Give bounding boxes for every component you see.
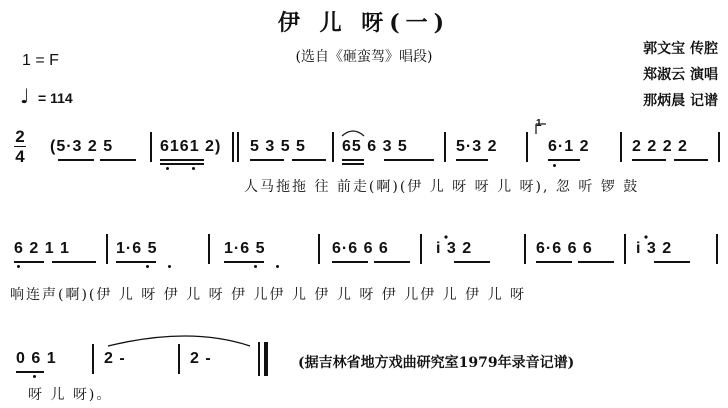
volta-marker: 1 xyxy=(536,118,542,129)
high-octave-dot xyxy=(444,235,447,238)
tempo-value: = 114 xyxy=(38,90,73,106)
song-subtitle: (选自《砸蛮驾》唱段) xyxy=(295,49,433,65)
high-octave-dot xyxy=(644,235,647,238)
row1-measure-6: 6·1 2 xyxy=(548,138,590,155)
row1-measure-5: 5·3 2 xyxy=(456,138,498,155)
row3-measure-3: 2 - xyxy=(190,350,212,367)
slur-arc xyxy=(342,131,364,136)
row1-measure-4: 65 6 3 5 xyxy=(342,138,408,155)
time-signature-bottom: 4 xyxy=(15,147,25,166)
row2-measure-2: 1·6 5 xyxy=(116,240,158,257)
row1-measure-3: 5 3 5 5 xyxy=(250,138,306,155)
row2-lyrics: 响连声(啊)(伊 儿 呀 伊 儿 呀 伊 儿伊 儿 伊 儿 呀 伊 儿伊 儿 伊 儿 呀 xyxy=(10,287,527,303)
credit-arranger: 郭文宝 传腔 xyxy=(643,41,718,57)
credit-singer: 郑淑云 演唱 xyxy=(643,67,718,83)
row1-measure-7: 2 2 2 2 xyxy=(632,138,688,155)
row2-measure-1: 6 2 1 1 xyxy=(14,240,70,257)
credit-transcriber: 那炳晨 记谱 xyxy=(643,93,718,109)
row1-measure-1: (5·3 2 5 xyxy=(50,138,114,155)
row2-measure-6: 6·6 6 6 xyxy=(536,240,593,257)
row1-lyrics: 人马拖拖 往 前走(啊)(伊 儿 呀 呀 儿 呀), 忽 听 锣 鼓 xyxy=(244,179,640,195)
time-signature-top: 2 xyxy=(15,127,25,146)
row2-measure-5: i 3 2 xyxy=(436,240,473,257)
row3-measure-1: 0 6 1 xyxy=(16,350,57,367)
tie-arc xyxy=(108,336,250,346)
row2-measure-3: 1·6 5 xyxy=(224,240,266,257)
row1-measure-2: 6161 2) xyxy=(160,138,222,155)
key-signature: 1 = F xyxy=(22,52,59,69)
song-title: 伊 儿 呀(一) xyxy=(277,10,451,36)
row3-measure-2: 2 - xyxy=(104,350,126,367)
row2-measure-4: 6·6 6 6 xyxy=(332,240,389,257)
recording-note: (据吉林省地方戏曲研究室1979年录音记谱) xyxy=(298,355,575,371)
row2-measure-7: i 3 2 xyxy=(636,240,673,257)
quarter-note-icon: ♩ xyxy=(20,84,30,108)
row3-lyrics: 呀 儿 呀)。 xyxy=(28,387,113,403)
